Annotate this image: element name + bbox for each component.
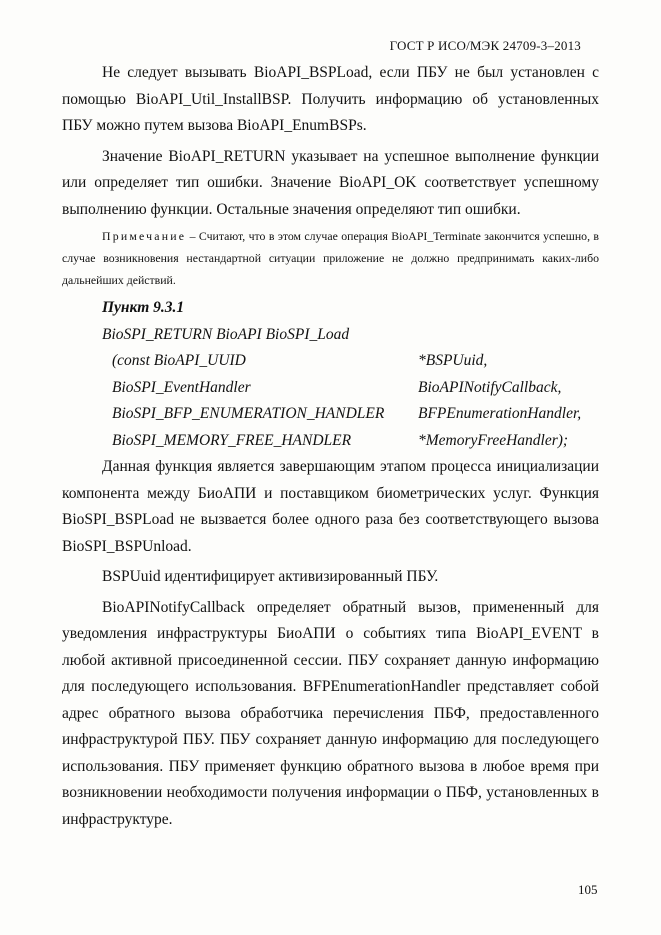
function-signature: BioSPI_RETURN BioAPI BioSPI_Load [102,325,350,343]
page-number: 105 [578,882,598,897]
signature-param-row [62,428,599,455]
signature-param-row [62,401,599,428]
param-type: BioSPI_BFP_ENUMERATION_HANDLER [112,405,385,422]
param-type: BioSPI_MEMORY_FREE_HANDLER [112,431,352,449]
clause-title: Пункт 9.3.1 [102,299,185,316]
param-name: *BSPUuid, [418,352,488,369]
param-name: BFPEnumerationHandler, [418,405,582,422]
paragraph: BioAPINotifyCallback определяет обратный вызов, примененный для уведомления инфраструктуры БиоАПИ о событиях типа BioAPI_EVENT в любой активной присоединенной сессии. ПБУ сохраняет данную информацию для последующего использования. BFPEnumerationHandler представляет собой адрес обратного вызова обработчика перечисления ПБФ, предоставленного инфраструктурой ПБУ. ПБУ сохраняет данную информацию для последующего использования. ПБУ применяет функцию обратного вызова в любое время при возникновении необходимости получения информации о ПБФ, установленных в инфраструктуре. [62,598,599,828]
paragraph: BSPUuid идентифицирует активизированный ПБУ. [102,568,439,585]
paragraph: Значение BioAPI_RETURN указывает на успешное выполнение функции или определяет тип ошибки. Значение BioAPI_OK соответствует успешному выполнению функции. Остальные значения определяют тип ошибки. [62,147,599,218]
param-name: *MemoryFreeHandler); [418,431,569,449]
note [62,225,599,291]
paragraph: Не следует вызывать BioAPI_BSPLoad, если ПБУ не был установлен с помощью BioAPI_Util_InstallBSP. Получить информацию об установленных ПБУ можно путем вызова BioAPI_EnumBSPs. [62,64,599,134]
paragraph: Данная функция является завершающим этапом процесса инициализации компонента между БиоАПИ и поставщиком биометрических услуг. Функция BioSPI_BSPLoad не вызвается более одного раза без соответствующего вызова BioSPI_BSPUnload. [62,458,599,555]
document-header: ГОСТ Р ИСО/МЭК 24709-3–2013 [389,38,581,53]
signature-param-row [62,348,599,375]
page-body [62,60,599,833]
param-type: BioSPI_EventHandler [112,378,251,396]
param-type: (const BioAPI_UUID [112,352,246,369]
signature-param-row [62,375,599,402]
param-name: BioAPINotifyCallback, [418,378,562,396]
note-label: Примечание [102,229,187,243]
note-text: – Считают, что в этом случае операция BioAPI_Terminate закончится успешно, в случае возникновения нестандартной ситуации приложение не должно предпринимать каких-либо дальнейших действий. [62,229,599,287]
